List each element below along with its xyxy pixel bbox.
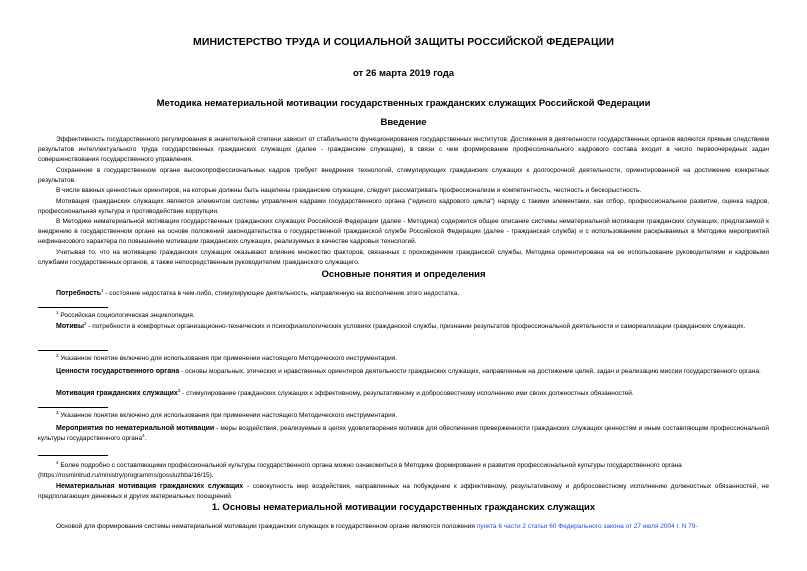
footnote-2 bbox=[38, 354, 769, 364]
footnote-rule bbox=[38, 350, 108, 351]
footnote-mark-3: 3 bbox=[56, 409, 59, 415]
term-need: Потребность bbox=[56, 290, 101, 297]
term-motivation: Мотивация гражданских служащих bbox=[56, 390, 178, 397]
footnote-rule bbox=[38, 455, 108, 456]
footnote-1 bbox=[38, 311, 769, 321]
intro-paragraph-6: Учитывая то, что на мотивацию гражданских служащих оказывают влияние множество факторов, связанных с прохождением гражданской службы, Методика ориентирована на ее использование руководителями и кадровыми службами государственных органов, а также непосредственным руководителем гражданского служащего. bbox=[38, 249, 769, 266]
intro-paragraph-3: В числе важных ценностных ориентиров, на которые должны быть нацелены гражданские служащие, следует рассматривать профессионализм и компетентность, честность и бескорыстность. bbox=[56, 187, 642, 194]
definition-nonmaterial bbox=[38, 482, 769, 502]
section-1-heading: 1. Основы нематериальной мотивации государственных гражданских служащих bbox=[211, 502, 596, 513]
document-title: Методика нематериальной мотивации государственных гражданских служащих Российской Федерации bbox=[156, 98, 651, 109]
footnote-mark-2: 2 bbox=[56, 352, 59, 358]
footnote-mark-1: 1 bbox=[56, 309, 59, 315]
footnote-2-text: Указанное понятие включено для использования при применении настоящего Методического инструментария. bbox=[60, 355, 398, 362]
law-reference-link[interactable]: пункта 6 части 2 статьи 60 Федерального закона от 27 июля 2004 г. N 79- bbox=[476, 523, 698, 530]
definition-measures: Мероприятия по нематериальной мотивации - меры воздействия, реализуемые в целях удовлетворения мотивов для обеспечения приверженности гражданских служащих ценностям и иным составляющим профессиональной культуры государственного органа$^4$. bbox=[38, 425, 769, 442]
term-values: Ценности государственного органа bbox=[56, 368, 180, 375]
definition-motivation-text: - стимулирование гражданских служащих к эффективному, результативному и добросовестному исполнению ими своих должностных обязанностей. bbox=[180, 390, 634, 397]
definition-values-text: - основы моральных, этических и нравственных ориентиров деятельности гражданских служащих, направленные на достижение целей, задач и реализацию миссии государственного органа. bbox=[179, 368, 761, 375]
footnote-rule bbox=[38, 307, 108, 308]
footnote-rule bbox=[38, 407, 108, 408]
intro-heading: Введение bbox=[380, 117, 427, 128]
ministry-name: МИНИСТЕРСТВО ТРУДА И СОЦИАЛЬНОЙ ЗАЩИТЫ РОССИЙСКОЙ ФЕДЕРАЦИИ bbox=[192, 36, 615, 48]
footnote-4 bbox=[38, 461, 769, 481]
concepts-heading: Основные понятия и определения bbox=[321, 269, 486, 280]
footnote-mark-4: 4 bbox=[56, 459, 59, 465]
footnote-3-text: Указанное понятие включено для использования при применении настоящего Методического инструментария. bbox=[60, 412, 398, 419]
term-nonmaterial: Нематериальная мотивация гражданских служащих bbox=[56, 483, 244, 490]
definition-need bbox=[38, 289, 769, 299]
intro-paragraph-1: Эффективность государственного регулирования в значительной степени зависит от стабильности функционирования государственных институтов. Достижения в деятельности государственных органов являются прямым следствием результатов интеллектуального труда государственных гражданских служащих (далее - гражданские служащие), в связи с чем формирование профессионального кадрового состава входит в число первоочередных задач совершенствования государственного управления. bbox=[38, 136, 769, 163]
intro-paragraph-2: Сохранение в государственном органе высокопрофессиональных кадров требует внедрения технологий, стимулирующих гражданских служащих к долгосрочной деятельности, ориентированной на достижение конкретных результатов. bbox=[38, 167, 769, 184]
section-1-paragraph-text: Основой для формирования системы нематериальной мотивации гражданских служащих в государственном органе являются положения bbox=[56, 523, 477, 530]
intro-paragraph-5: В Методике нематериальной мотивации государственных гражданских служащих Российской Федерации (далее - Методика) содержится общее описание системы нематериальной мотивации гражданских служащих, предлагаемой к внедрению в государственном органе на основе положений законодательства о государственной гражданской службе Российской Федерации (далее - гражданская служба) и с использованием раскрываемых в Методике мероприятий нефинансового характера по повышению мотивации гражданских служащих, реализуемых в качестве кадровых технологий. bbox=[38, 218, 769, 245]
footnote-mark-1: 1 bbox=[101, 287, 104, 293]
definition-motivation bbox=[38, 389, 769, 399]
footnote-mark-3: 3 bbox=[177, 387, 181, 393]
definition-nonmaterial-text: - совокупность мер воздействия, направленных на побуждение к эффективному, результативному и добросовестному исполнению должностных обязанностей, не предполагающих денежных и других материальных поощрений. bbox=[38, 483, 770, 500]
definition-motives-text: - потребности в комфортных организационно-технических и психофизиологических условиях гражданской службы, признании результатов профессиональной деятельности и самореализации гражданских служащих. bbox=[86, 323, 746, 330]
footnote-3 bbox=[38, 411, 769, 421]
footnote-1-text: Российская социологическая энциклопедия. bbox=[60, 312, 195, 319]
footnote-4-text: Более подробно с составляющими профессиональной культуры государственного органа можно ознакомиться в Методике формирования и развития профессиональной культуры государственного органа (https://rosmintrud.ru/ministry/programms/gossluzhba/16/15). bbox=[38, 462, 682, 479]
footnote-mark-4: 4 bbox=[142, 432, 145, 438]
definition-values bbox=[38, 367, 769, 377]
document-date: от 26 марта 2019 года bbox=[352, 68, 455, 79]
definition-need-text: - состояние недостатка в чем-либо, стимулирующее деятельность, направленную на восполнение этого недостатка. bbox=[103, 290, 460, 297]
term-measures: Мероприятия по нематериальной мотивации bbox=[56, 425, 215, 432]
intro-paragraph-4: Мотивация гражданских служащих является элементом системы управления кадрами государственного органа ("единого кадрового цикла") наряду с такими элементами, как отбор, профессиональное развитие, оценка кадров, профессиональная культура и противодействие коррупции. bbox=[38, 198, 769, 215]
term-motives: Мотивы bbox=[56, 323, 84, 330]
footnote-mark-2: 2 bbox=[83, 320, 87, 326]
section-1-paragraph-1 bbox=[38, 522, 769, 532]
definition-measures-text: - меры воздействия, реализуемые в целях удовлетворения мотивов для обеспечения приверженности гражданских служащих ценностям и иным составляющим профессиональной культуры государственного органа bbox=[38, 425, 769, 442]
definition-motives bbox=[38, 322, 769, 332]
